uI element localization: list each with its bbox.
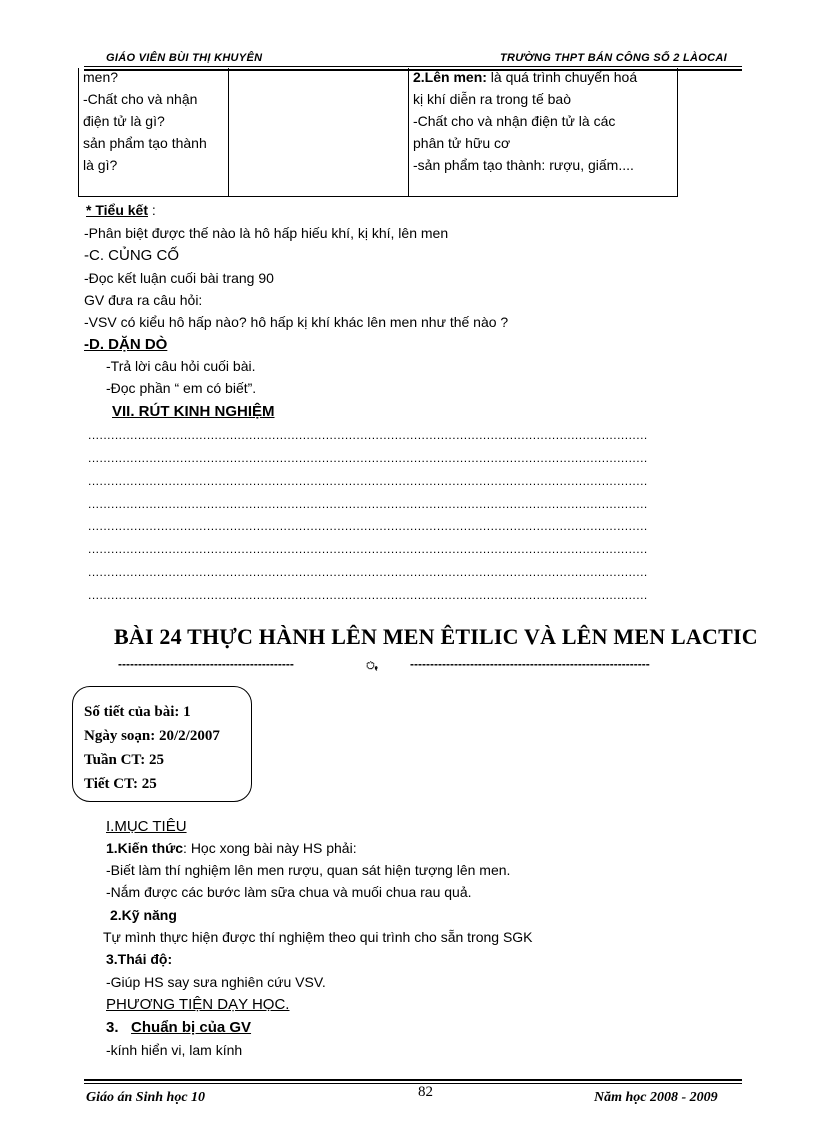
header-school: TRƯỜNG THPT BÁN CÔNG SỐ 2 LÀOCAI	[500, 52, 727, 64]
skills-label: 2.Kỹ năng	[110, 907, 177, 923]
curriculum-period: Tiết CT: 25	[84, 776, 157, 792]
table-divider-1	[228, 68, 229, 196]
divider-right: ------------------------------------------------------------	[410, 657, 650, 671]
prep-date: Ngày soạn: 20/2/2007	[84, 728, 220, 744]
dotted-line: ..................................................................................................................................................	[88, 451, 648, 465]
footer-rule-thick	[84, 1079, 742, 1081]
teaching-means-heading: PHƯƠNG TIỆN DẠY HỌC.	[106, 996, 290, 1013]
dotted-line: ..................................................................................................................................................	[88, 588, 648, 602]
footer-left: Giáo án Sinh học 10	[86, 1090, 206, 1105]
prep-heading: 3. Chuẩn bị của GV	[106, 1019, 252, 1036]
homework-heading: -D. DẶN DÒ	[84, 336, 168, 353]
prep-item-1: -kính hiển vi, lam kính	[106, 1042, 243, 1058]
knowledge-item-2: -Nắm được các bước làm sữa chua và muối chua rau quả.	[106, 884, 472, 900]
lesson-title: BÀI 24 THỰC HÀNH LÊN MEN ÊTILIC VÀ LÊN MEN LACTIC	[114, 624, 758, 649]
knowledge-line: 1.Kiến thức: Học xong bài này HS phải:	[106, 840, 357, 856]
summary-line4: -VSV có kiểu hô hấp nào? hô hấp kị khí khác lên men như thế nào ?	[84, 314, 509, 330]
summary-line2: -Đọc kết luận cuối bài trang 90	[84, 270, 274, 286]
homework-item-1: -Trả lời câu hỏi cuối bài.	[106, 358, 256, 374]
dotted-line: ..................................................................................................................................................	[88, 497, 648, 511]
table-col1: men? -Chất cho và nhận điện tử là gì? sản phẩm tạo thành là gì?	[83, 69, 207, 173]
header-teacher: GIÁO VIÊN BÙI THỊ KHUYÊN	[106, 52, 263, 64]
dotted-line: ..................................................................................................................................................	[88, 428, 648, 442]
footer-right: Năm học 2008 - 2009	[594, 1090, 718, 1105]
summary-line1: -Phân biệt được thế nào là hô hấp hiếu khí, kị khí, lên men	[84, 225, 449, 241]
table-divider-2	[408, 68, 409, 196]
summary-line3: GV đưa ra câu hỏi:	[84, 292, 203, 308]
lesson-info	[84, 700, 220, 796]
dotted-line: ..................................................................................................................................................	[88, 542, 648, 556]
objectives-heading: I.MỤC TIÊU	[106, 818, 187, 835]
dotted-line: ..................................................................................................................................................	[88, 474, 648, 488]
dotted-line: ..................................................................................................................................................	[88, 519, 648, 533]
consolidate-heading: -C. CỦNG CỐ	[84, 247, 179, 264]
periods-count: Số tiết của bài: 1	[84, 704, 191, 720]
divider-ornament: ꩻ	[366, 656, 379, 672]
page-number: 82	[418, 1084, 433, 1100]
experience-heading: VII. RÚT KINH NGHIỆM	[112, 403, 275, 420]
divider-left: --------------------------------------------	[118, 657, 294, 671]
dotted-line: ..................................................................................................................................................	[88, 565, 648, 579]
attitude-label: 3.Thái độ:	[106, 951, 173, 967]
summary-heading: * Tiểu kết :	[86, 202, 156, 218]
footer-rule	[84, 1083, 742, 1084]
skills-item-1: Tự mình thực hiện được thí nghiệm theo qui trình cho sẵn trong SGK	[103, 929, 533, 945]
table-col3: 2.Lên men: là quá trình chuyển hoá kị khí diễn ra trong tế baò -Chất cho và nhận điện tử là các phân tử hữu cơ -sản phẩm tạo thành: rượu, giấm....	[413, 69, 638, 173]
homework-item-2: -Đọc phần “ em có biết”.	[106, 380, 257, 396]
attitude-item-1: -Giúp HS say sưa nghiên cứu VSV.	[106, 974, 326, 990]
knowledge-item-1: -Biết làm thí nghiệm lên men rượu, quan sát hiện tượng lên men.	[106, 862, 511, 878]
curriculum-week: Tuần CT: 25	[84, 752, 165, 768]
